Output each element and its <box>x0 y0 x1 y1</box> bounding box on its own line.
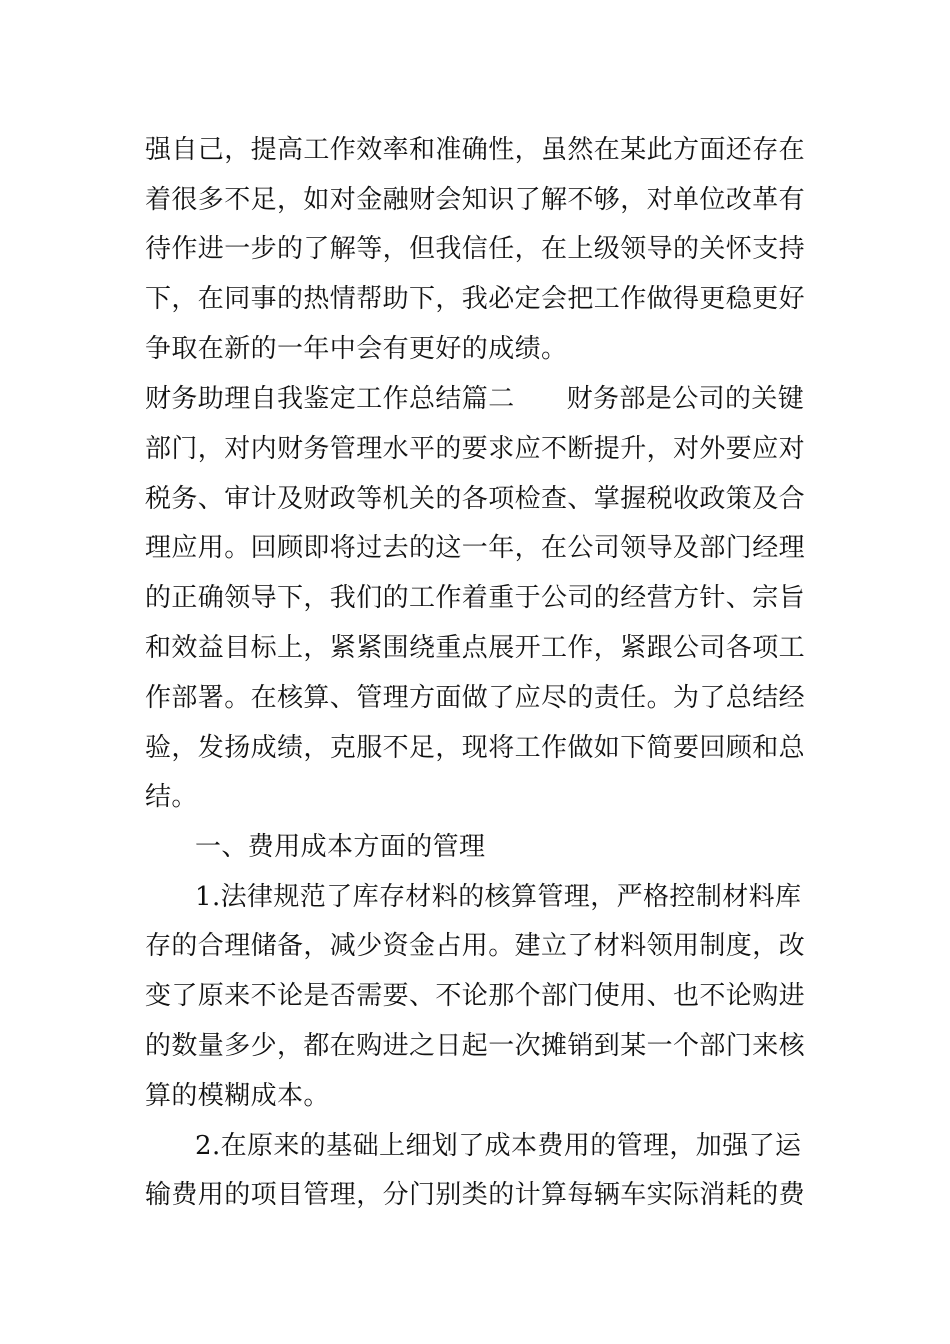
title-line <box>145 379 825 419</box>
list-item-first-line: 2.在原来的基础上细划了成本费用的管理，加强了运 <box>195 1131 802 1161</box>
text-line: 强自己，提高工作效率和准确性，虽然在某此方面还存在 <box>145 135 806 165</box>
title-continuation: 财务部是公司的关键 <box>566 384 805 414</box>
text-line: 算的模糊成本。 <box>145 1081 330 1111</box>
text-line: 争取在新的一年中会有更好的成绩。 <box>145 334 568 364</box>
text-line: 税务、审计及财政等机关的各项检查、掌握税收政策及合 <box>145 484 806 514</box>
text-line: 的数量多少，都在购进之日起一次摊销到某一个部门来核 <box>145 1031 806 1061</box>
list-item-first-line: 1.法律规范了库存材料的核算管理，严格控制材料库 <box>195 882 802 912</box>
text-line: 的正确领导下，我们的工作着重于公司的经营方针、宗旨 <box>145 583 806 613</box>
text-line: 待作进一步的了解等，但我信任，在上级领导的关怀支持 <box>145 234 806 264</box>
document-title: 财务助理自我鉴定工作总结篇二 <box>145 384 515 414</box>
text-line: 存的合理储备，减少资金占用。建立了材料领用制度，改 <box>145 931 806 961</box>
text-line: 和效益目标上，紧紧围绕重点展开工作，紧跟公司各项工 <box>145 633 806 663</box>
section-heading: 一、费用成本方面的管理 <box>195 832 486 862</box>
text-line: 作部署。在核算、管理方面做了应尽的责任。为了总结经 <box>145 683 806 713</box>
text-line: 下，在同事的热情帮助下，我必定会把工作做得更稳更好 <box>145 284 806 314</box>
text-line: 结。 <box>145 782 198 812</box>
text-line: 着很多不足，如对金融财会知识了解不够，对单位改革有 <box>145 185 806 215</box>
text-line: 输费用的项目管理，分门别类的计算每辆车实际消耗的费 <box>145 1180 806 1210</box>
text-line: 部门，对内财务管理水平的要求应不断提升，对外要应对 <box>145 434 806 464</box>
text-line: 验，发扬成绩，克服不足，现将工作做如下简要回顾和总 <box>145 733 806 763</box>
text-line: 变了原来不论是否需要、不论那个部门使用、也不论购进 <box>145 981 806 1011</box>
text-line: 理应用。回顾即将过去的这一年，在公司领导及部门经理 <box>145 533 806 563</box>
